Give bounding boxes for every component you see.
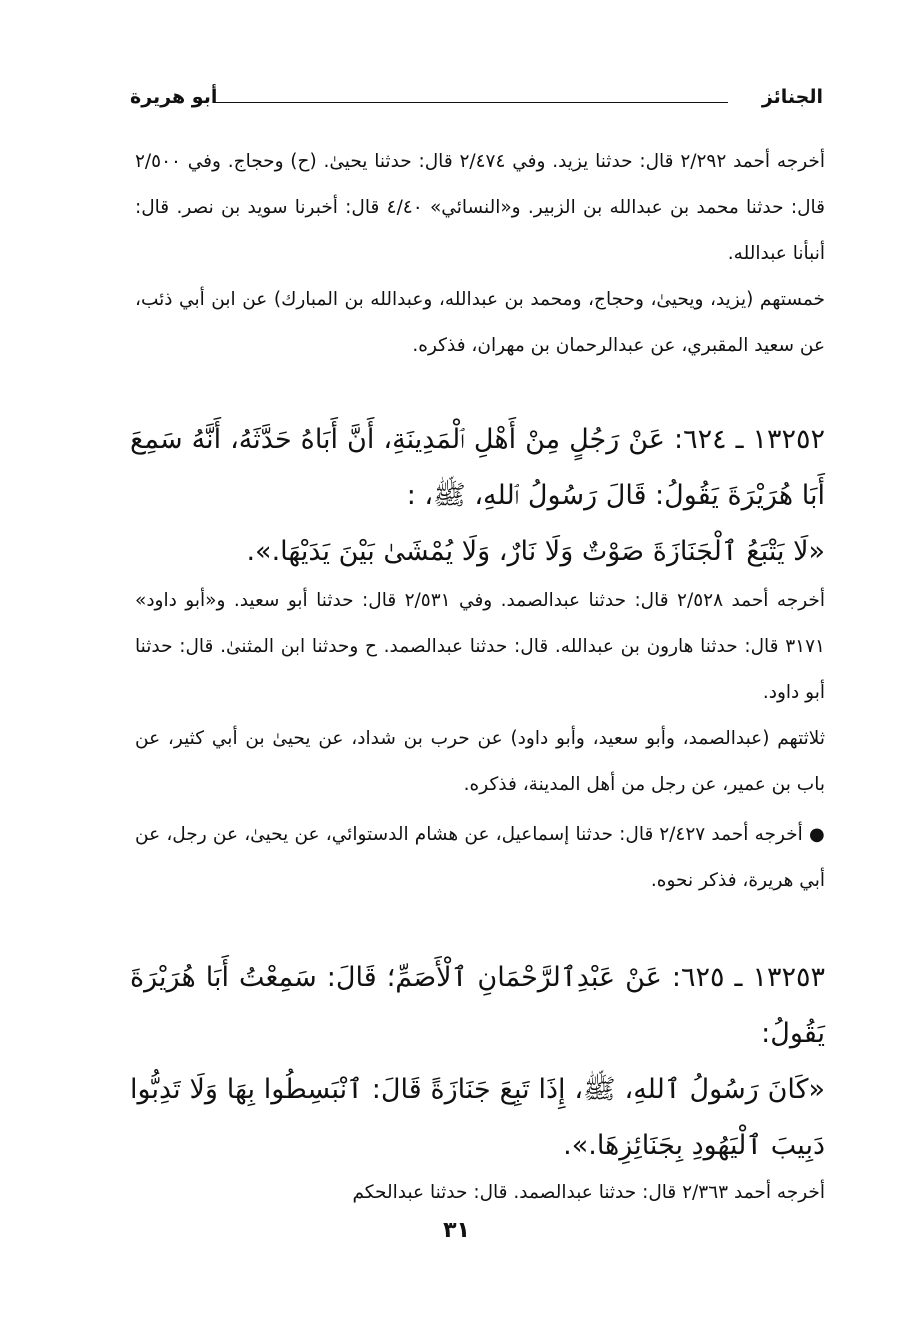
takhrij-paragraph: خمستهم (يزيد، ويحيىٰ، وحجاج، ومحمد بن عبدالله، وعبدالله بن المبارك) عن ابن أبي ذئب، عن سعيد المقبري، عن عبدالرحمان بن مهران، فذكره.: [135, 289, 825, 356]
takhrij-block-4: [135, 1170, 825, 1216]
hadith-matn: «لَا يَتْبَعُ ٱلْجَنَازَةَ صَوْتٌ وَلَا نَارٌ، وَلَا يُمْشَىٰ بَيْنَ يَدَيْهَا.».: [246, 536, 825, 567]
takhrij-paragraph: أخرجه أحمد ٢/٢٩٢ قال: حدثنا يزيد. وفي ٢/٤٧٤ قال: حدثنا يحيىٰ. (ح) وحجاج. وفي ٢/٥٠٠ قال: حدثنا محمد بن عبدالله بن الزبير. و«النسائي» ٤/٤٠ قال: أخبرنا سويد بن نصر. قال: أنبأنا عبدالله.: [135, 151, 825, 264]
section-title: أبو هريرة: [130, 86, 218, 108]
running-header: [130, 86, 823, 116]
bullet-icon: ●: [808, 824, 825, 845]
hadith-13253: [130, 950, 825, 1174]
hadith-isnad: ١٣٢٥٢ ـ ٦٢٤: عَنْ رَجُلٍ مِنْ أَهْلِ ٱلْمَدِينَةِ، أَنَّ أَبَاهُ حَدَّثَهُ، أَنَّهُ سَمِعَ أَبَا هُرَيْرَةَ يَقُولُ: قَالَ رَسُولُ ٱللهِ، ﷺ، :: [130, 424, 826, 511]
takhrij-paragraph: أخرجه أحمد ٢/٣٦٣ قال: حدثنا عبدالصمد. قال: حدثنا عبدالحكم: [352, 1182, 825, 1203]
hadith-matn: «كَانَ رَسُولُ ٱللهِ، ﷺ، إِذَا تَبِعَ جَنَازَةً قَالَ: ٱنْبَسِطُوا بِهَا وَلَا تَدِبُّوا دَبِيبَ ٱلْيَهُودِ بِجَنَائِزِهَا.».: [130, 1074, 825, 1161]
takhrij-paragraph: أخرجه أحمد ٢/٥٢٨ قال: حدثنا عبدالصمد. وفي ٢/٥٣١ قال: حدثنا أبو سعيد. و«أبو داود» ٣١٧١ قال: حدثنا هارون بن عبدالله. قال: حدثنا عبدالصمد. ح وحدثنا ابن المثنىٰ. قال: حدثنا أبو داود.: [135, 590, 825, 703]
hadith-13252: [130, 412, 825, 580]
takhrij-block-2: [135, 578, 825, 808]
takhrij-paragraph: [135, 812, 825, 904]
takhrij-paragraph: ثلاثتهم (عبدالصمد، وأبو سعيد، وأبو داود) عن حرب بن شداد، عن يحيىٰ بن أبي كثير، عن باب بن عمير، عن رجل من أهل المدينة، فذكره.: [135, 728, 825, 795]
header-rule: [215, 102, 728, 103]
page-number: ٣١: [443, 1218, 470, 1243]
takhrij-block-1: [135, 139, 825, 369]
takhrij-block-3: [135, 812, 825, 904]
chapter-title: الجنائز: [761, 86, 823, 108]
hadith-isnad: ١٣٢٥٣ ـ ٦٢٥: عَنْ عَبْدِٱلرَّحْمَانِ ٱلْأَصَمِّ؛ قَالَ: سَمِعْتُ أَبَا هُرَيْرَةَ يَقُولُ:: [130, 962, 825, 1049]
takhrij-text: أخرجه أحمد ٢/٤٢٧ قال: حدثنا إسماعيل، عن هشام الدستوائي، عن يحيىٰ، عن رجل، عن أبي هريرة، فذكر نحوه.: [135, 824, 825, 891]
